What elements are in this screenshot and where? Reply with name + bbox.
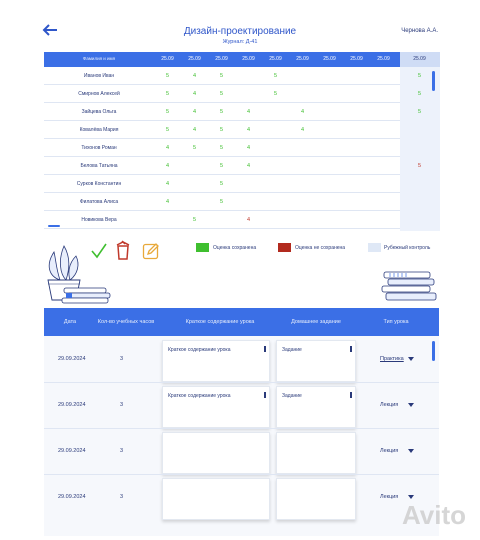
watermark: Avito [401,500,466,530]
grade-cell[interactable]: 5 [219,181,224,187]
grade-cell[interactable]: 5 [165,91,170,97]
date-column-header[interactable]: 25.09 [161,56,174,62]
grade-cell[interactable]: 5 [219,163,224,169]
student-name: Тихонов Роман [81,145,117,151]
homework-field[interactable] [276,478,356,520]
student-name: Новикова Вера [81,217,117,223]
grade-cell[interactable]: 4 [165,181,170,187]
legend-saved-swatch [196,243,209,252]
date-column-header[interactable]: 25.09 [188,56,201,62]
homework-text: Задание [282,393,302,399]
grade-cell[interactable]: 4 [300,109,305,115]
lesson-hours: 3 [120,448,124,454]
legend-not-saved-label: Оценка не сохранена [295,245,346,251]
current-grade-cell[interactable]: 5 [417,73,422,79]
student-name: Ковалёва Мария [79,127,119,133]
plant-books-illustration [42,242,114,304]
grade-cell[interactable]: 4 [165,145,170,151]
type-column-header: Тип урока [383,319,409,325]
lesson-summary-field[interactable] [162,432,270,474]
page-title: Дизайн-проектирование [183,26,297,37]
row-divider [44,120,400,121]
lesson-summary-text: Краткое содержание урока [168,393,231,399]
student-name: Иванов Иван [83,73,115,79]
grade-cell[interactable]: 5 [165,127,170,133]
lessons-body [44,336,439,536]
row-divider [44,138,400,139]
legend-not-saved-swatch [278,243,291,252]
journal-horizontal-scrollbar[interactable] [48,225,60,227]
lesson-date: 29.09.2024 [58,402,86,408]
legend-saved-label: Оценка сохранена [213,245,257,251]
field-scroll-marker [264,392,266,398]
student-name: Зайцева Ольга [81,109,117,115]
row-divider [44,192,400,193]
date-column-header[interactable]: 25.09 [377,56,390,62]
date-column-header[interactable]: 25.09 [350,56,363,62]
grade-cell[interactable]: 4 [165,199,170,205]
trash-icon[interactable] [115,240,131,260]
grade-cell[interactable]: 4 [192,91,197,97]
grade-cell[interactable]: 4 [246,127,251,133]
homework-field[interactable] [276,386,356,428]
grade-cell[interactable]: 4 [165,163,170,169]
lesson-type-select[interactable]: Лекция [380,402,399,408]
chevron-down-icon[interactable] [408,403,414,407]
lesson-type-select[interactable]: Лекция [380,448,399,454]
lesson-type-select[interactable]: Лекция [380,494,399,500]
student-name: Сурков Константин [76,181,122,187]
grade-cell[interactable]: 5 [219,127,224,133]
grade-cell[interactable]: 5 [273,91,278,97]
grade-cell[interactable]: 5 [219,73,224,79]
homework-field[interactable] [276,340,356,382]
lesson-summary-field[interactable] [162,386,270,428]
date-column-header[interactable]: 25.09 [242,56,255,62]
current-grade-cell[interactable]: 5 [417,109,422,115]
lesson-hours: 3 [120,356,124,362]
homework-column-header: Домашнее задание [291,319,341,325]
date-column-header[interactable]: 25.09 [296,56,309,62]
row-divider [44,102,400,103]
grade-cell[interactable]: 4 [192,127,197,133]
homework-field[interactable] [276,432,356,474]
lesson-hours: 3 [120,402,124,408]
homework-text: Задание [282,347,302,353]
student-name: Смирнов Алексей [78,91,120,97]
lesson-summary-text: Краткое содержание урока [168,347,231,353]
page-subtitle: Журнал: Д-41 [222,39,258,45]
grade-cell[interactable]: 4 [246,217,251,223]
teacher-name: Чернова А.А. [401,28,438,34]
books-illustration [380,270,438,302]
date-column-header[interactable]: 25.09 [323,56,336,62]
row-divider [44,428,439,429]
grade-cell[interactable]: 5 [165,109,170,115]
grade-cell[interactable]: 5 [219,109,224,115]
lesson-type-select[interactable]: Практика [380,356,404,362]
lessons-scrollbar[interactable] [432,341,435,361]
row-divider [44,156,400,157]
chevron-down-icon[interactable] [408,449,414,453]
lesson-date: 29.09.2024 [58,356,86,362]
grade-cell[interactable]: 5 [165,73,170,79]
lesson-date: 29.09.2024 [58,494,86,500]
legend-milestone-swatch [368,243,381,252]
lesson-summary-field[interactable] [162,340,270,382]
lessons-header [44,308,439,336]
lesson-hours: 3 [120,494,124,500]
grade-cell[interactable]: 4 [246,163,251,169]
student-name: Белова Татьяна [80,163,118,169]
grade-cell[interactable]: 5 [192,145,197,151]
grade-cell[interactable]: 5 [219,199,224,205]
grade-cell[interactable]: 5 [219,91,224,97]
field-scroll-marker [350,392,352,398]
grade-cell[interactable]: 5 [273,73,278,79]
grade-cell[interactable]: 4 [300,127,305,133]
grade-cell[interactable]: 5 [192,217,197,223]
field-scroll-marker [350,346,352,352]
legend-milestone-label: Рубежный контроль [384,245,431,251]
chevron-down-icon[interactable] [408,357,414,361]
date-column-header: Дата [63,319,77,325]
row-divider [44,174,400,175]
current-grade-cell[interactable]: 5 [417,163,422,169]
row-divider [44,382,439,383]
field-scroll-marker [264,346,266,352]
hours-column-header: Кол-во учебных часов [97,319,155,325]
current-grade-cell[interactable]: 5 [417,91,422,97]
current-date-header[interactable] [400,52,440,67]
chevron-down-icon[interactable] [408,495,414,499]
grade-cell[interactable]: 5 [219,145,224,151]
student-name: Филатова Алиса [79,199,119,205]
grade-cell[interactable]: 4 [246,109,251,115]
grade-journal [44,52,440,231]
pencil-icon[interactable] [142,242,160,260]
row-divider [44,474,439,475]
name-column-header: Фамилия и имя [82,56,116,61]
row-divider [44,84,400,85]
grade-cell[interactable]: 4 [192,109,197,115]
journal-header [44,52,400,67]
date-column-header[interactable]: 25.09 [215,56,228,62]
lesson-summary-field[interactable] [162,478,270,520]
grade-cell[interactable]: 4 [246,145,251,151]
date-column-header[interactable]: 25.09 [269,56,282,62]
summary-column-header: Краткое содержание урока [185,319,255,325]
grade-cell[interactable]: 4 [192,73,197,79]
current-date-label: 25.09 [413,56,426,62]
lesson-date: 29.09.2024 [58,448,86,454]
row-divider [44,210,400,211]
row-divider [44,228,400,229]
